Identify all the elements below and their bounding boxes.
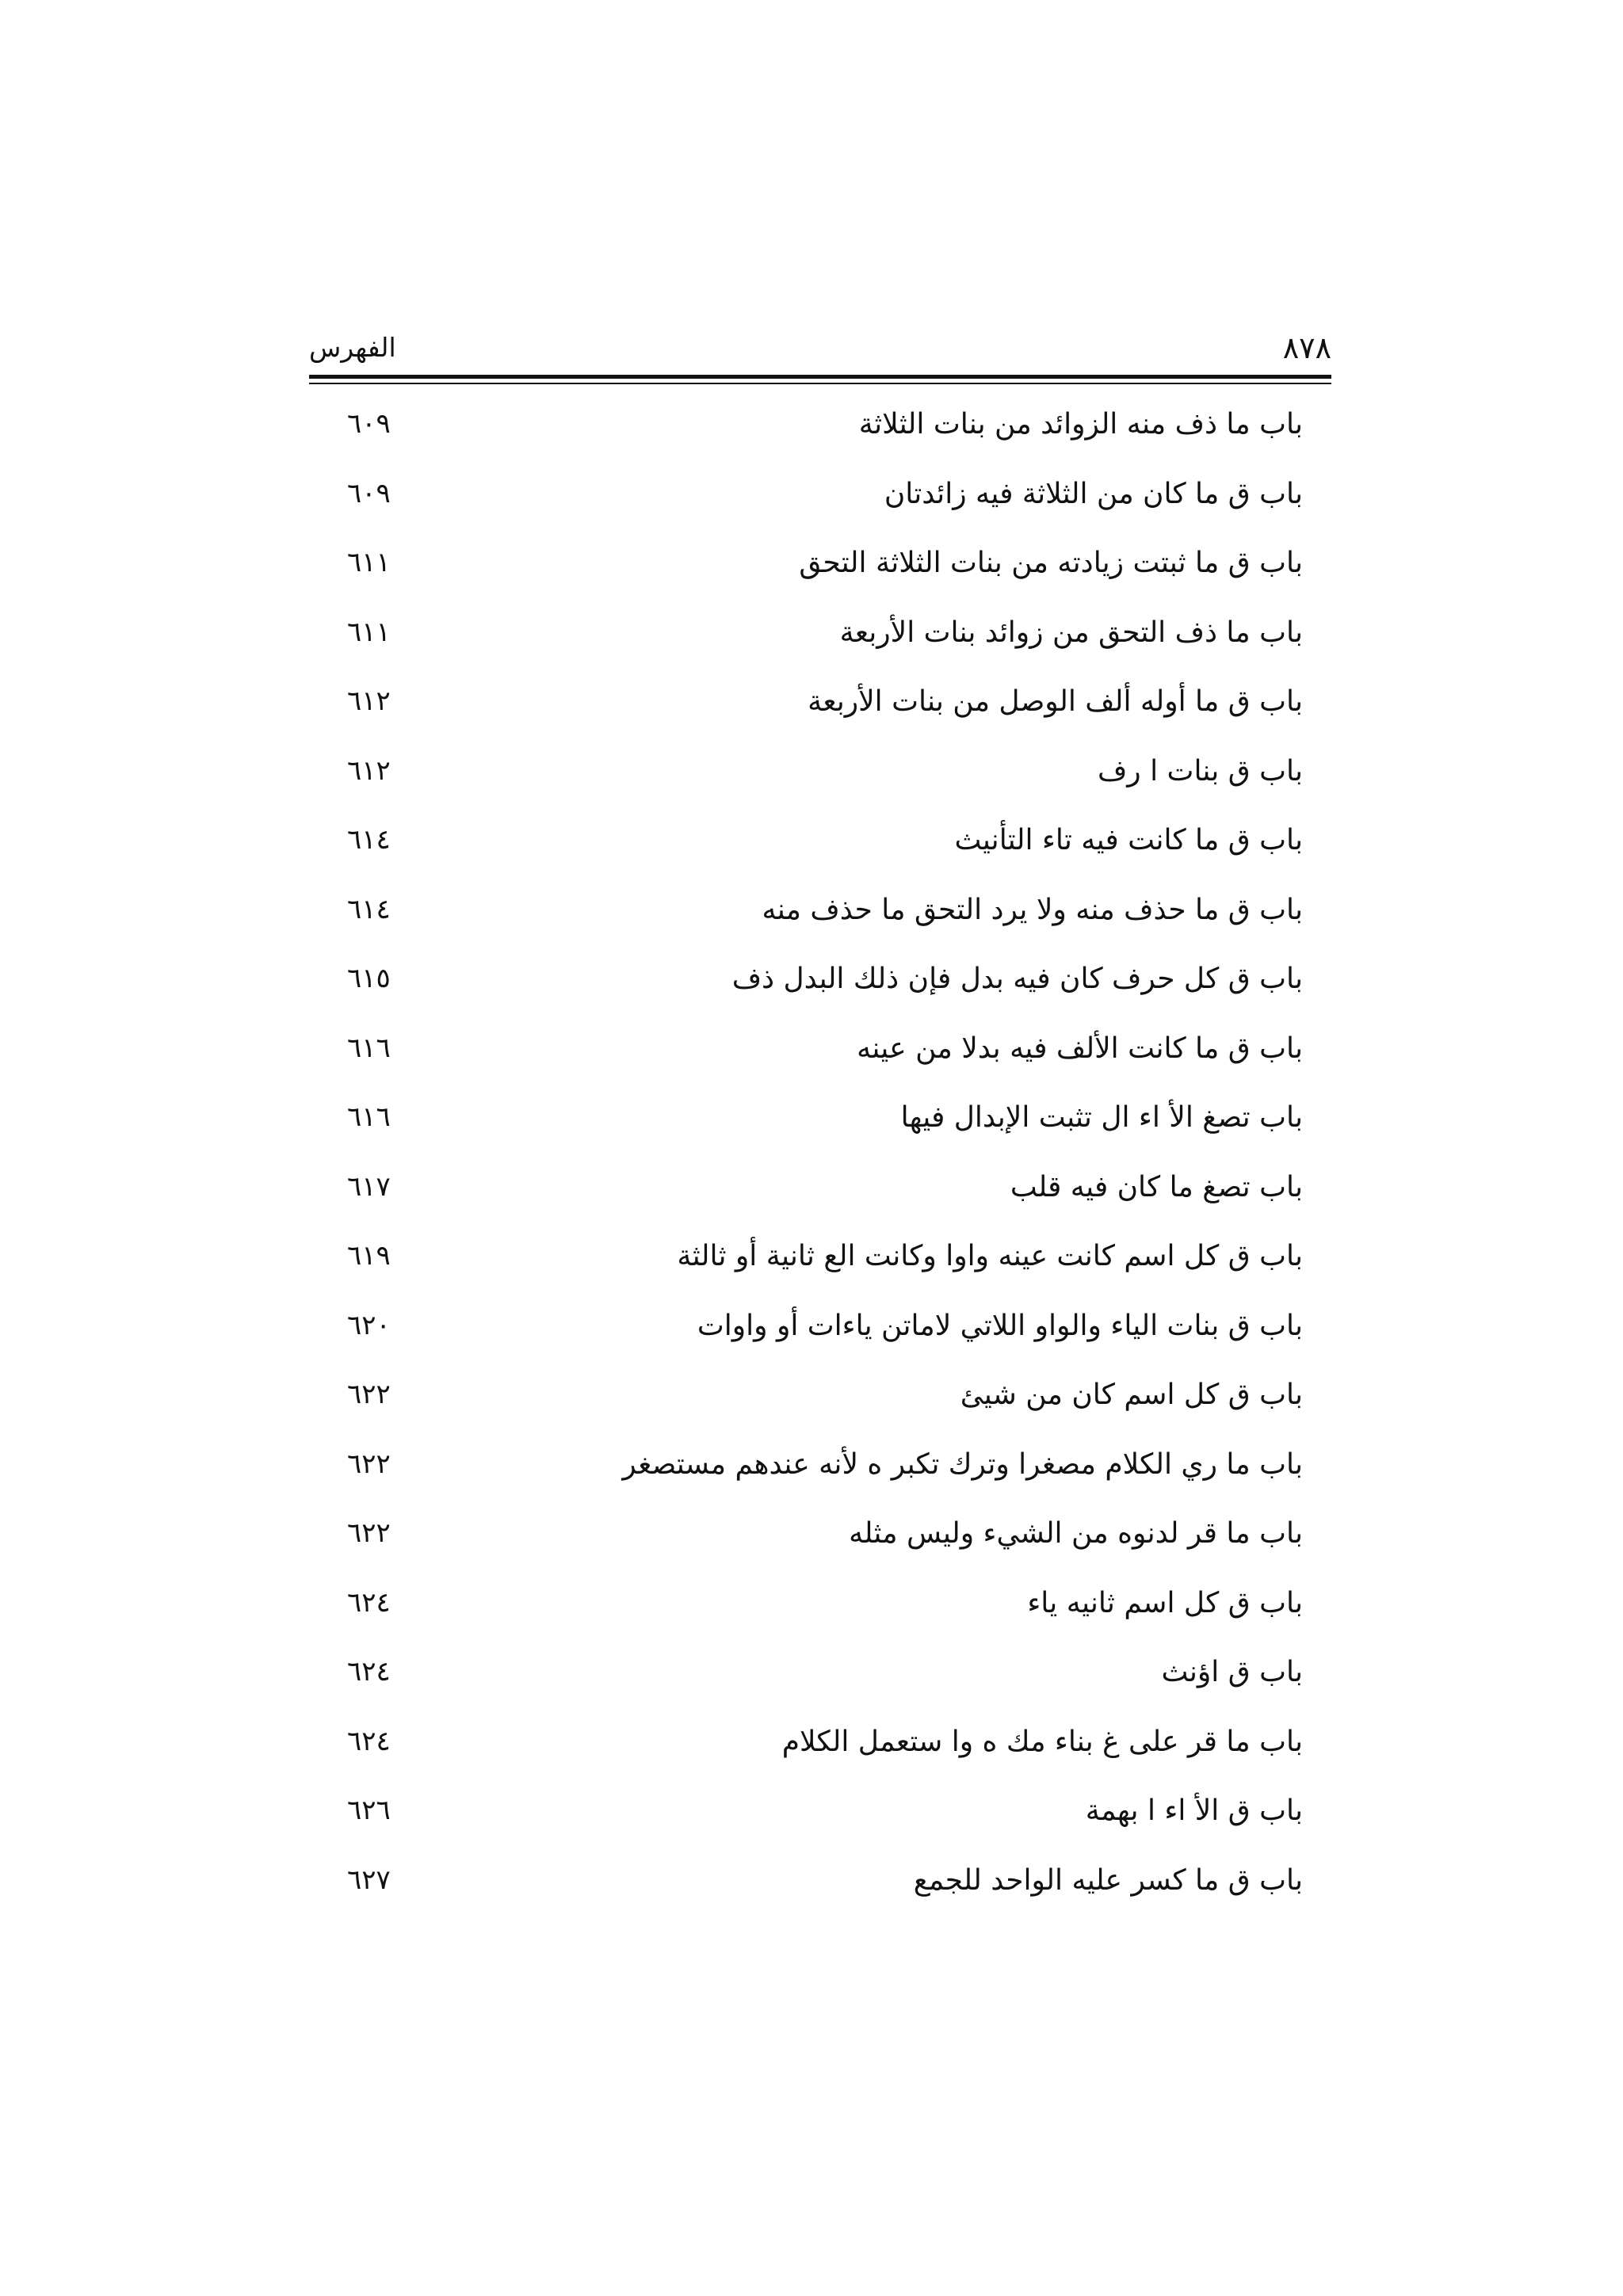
toc-entry-page: ٦١٢ xyxy=(347,754,391,787)
toc-entry-page: ٦٢٦ xyxy=(347,1794,391,1826)
toc-entry-title: باب ما ذف التحق من زوائد بنات الأربعة xyxy=(839,616,1303,649)
toc-entry xyxy=(309,1222,1331,1291)
toc-entry-page: ٦٢٤ xyxy=(347,1656,391,1688)
toc-entry-page: ٦١٩ xyxy=(347,1240,391,1272)
toc-entry-title: باب ق ما كان من الثلاثة فيه زائدتان xyxy=(884,477,1303,510)
toc-entry-page: ٦٢٢ xyxy=(347,1447,391,1480)
toc-entry xyxy=(309,806,1331,875)
toc-entry-title: باب تصغ ما كان فيه قلب xyxy=(1010,1170,1303,1203)
toc-entry-page: ٦١٦ xyxy=(347,1101,391,1133)
toc-entry-title: باب ق ما كانت الألف فيه بدلا من عينه xyxy=(857,1032,1303,1065)
toc-entry xyxy=(309,390,1331,460)
toc-entry xyxy=(309,667,1331,737)
toc-entry-page: ٦١٥ xyxy=(347,963,391,994)
table-of-contents xyxy=(309,390,1331,1915)
toc-entry-page: ٦٢٧ xyxy=(347,1863,391,1896)
toc-entry-title: باب ق ما كانت فيه تاء التأنيث xyxy=(954,824,1303,856)
toc-entry-page: ٦٢٢ xyxy=(347,1379,391,1410)
toc-entry-page: ٦٠٩ xyxy=(347,408,391,440)
header-rule-thick xyxy=(309,375,1331,379)
toc-entry-title: باب ما ذف منه الزوائد من بنات الثلاثة xyxy=(858,408,1303,441)
toc-entry-page: ٦١١ xyxy=(347,547,391,578)
toc-entry-page: ٦١٦ xyxy=(347,1032,391,1064)
toc-entry-page: ٦٠٩ xyxy=(347,477,391,509)
toc-entry xyxy=(309,528,1331,598)
toc-entry-page: ٦١٢ xyxy=(347,685,391,717)
toc-entry-title: باب ق ما ثبتت زيادته من بنات الثلاثة التحق xyxy=(799,547,1303,579)
toc-entry-title: باب ق الأ اء ا بهمة xyxy=(1085,1794,1303,1827)
toc-entry-page: ٦٢٢ xyxy=(347,1517,391,1549)
toc-entry-page: ٦٢٤ xyxy=(347,1586,391,1619)
toc-entry xyxy=(309,1846,1331,1916)
toc-entry xyxy=(309,1153,1331,1222)
toc-entry-title: باب ق كل حرف كان فيه بدل فإن ذلك البدل ذف xyxy=(731,963,1303,995)
toc-entry xyxy=(309,598,1331,668)
toc-entry-page: ٦١١ xyxy=(347,616,391,648)
toc-entry-page: ٦٢٤ xyxy=(347,1725,391,1757)
toc-entry xyxy=(309,1014,1331,1084)
toc-entry-title: باب ما ري الكلام مصغرا وترك تكبر ه لأنه عندهم مستصغر xyxy=(622,1447,1303,1481)
toc-entry-page: ٦٢٠ xyxy=(347,1309,391,1341)
page-number: ٨٧٨ xyxy=(1282,332,1331,365)
toc-entry-title: باب ق ما أوله ألف الوصل من بنات الأربعة xyxy=(808,685,1303,718)
toc-entry xyxy=(309,737,1331,807)
section-title: الفهرس xyxy=(309,334,396,363)
toc-entry-page: ٦١٤ xyxy=(347,893,391,925)
toc-entry xyxy=(309,1776,1331,1846)
toc-entry xyxy=(309,460,1331,529)
toc-entry xyxy=(309,1707,1331,1777)
toc-entry xyxy=(309,1569,1331,1638)
toc-entry-title: باب ق بنات ا رف xyxy=(1097,754,1303,788)
toc-entry-title: باب ق كل اسم ثانيه ياء xyxy=(1027,1586,1303,1619)
toc-entry xyxy=(309,1638,1331,1707)
toc-entry-title: باب ق بنات الياء والواو اللاتي لاماتن ياءات أو واوات xyxy=(697,1309,1303,1342)
toc-entry-title: باب ق ما حذف منه ولا يرد التحق ما حذف منه xyxy=(762,893,1303,926)
toc-entry-title: باب ما قر على غ بناء مك ه وا ستعمل الكلام xyxy=(781,1725,1303,1758)
toc-entry xyxy=(309,1083,1331,1153)
toc-entry-page: ٦١٧ xyxy=(347,1170,391,1203)
toc-entry-title: باب ق كل اسم كان من شيئ xyxy=(960,1379,1303,1411)
toc-entry-title: باب ق ما كسر عليه الواحد للجمع xyxy=(913,1863,1303,1897)
toc-entry-title: باب ق كل اسم كانت عينه واوا وكانت الع ثانية أو ثالثة xyxy=(677,1240,1303,1272)
toc-entry xyxy=(309,944,1331,1014)
header-rule-thin xyxy=(309,383,1331,384)
toc-entry xyxy=(309,1499,1331,1569)
toc-entry-title: باب تصغ الأ اء ال تثبت الإبدال فيها xyxy=(900,1101,1303,1134)
toc-entry xyxy=(309,875,1331,945)
toc-entry xyxy=(309,1360,1331,1430)
toc-entry-page: ٦١٤ xyxy=(347,824,391,856)
page-header xyxy=(309,325,1331,372)
toc-entry-title: باب ما قر لدنوه من الشيء وليس مثله xyxy=(849,1517,1303,1550)
toc-entry xyxy=(309,1291,1331,1361)
toc-entry xyxy=(309,1430,1331,1500)
toc-entry-title: باب ق اؤنث xyxy=(1161,1656,1303,1688)
